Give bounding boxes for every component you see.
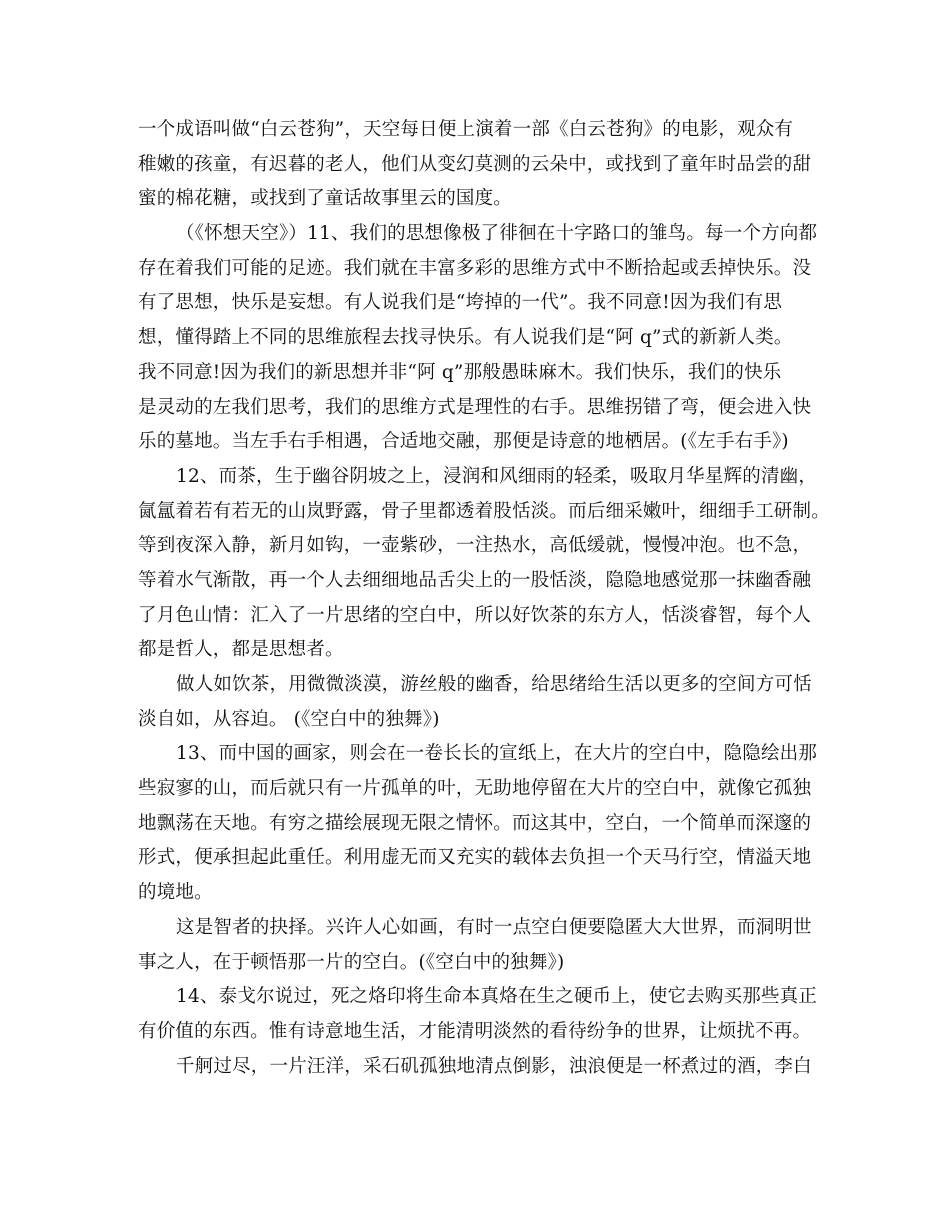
text-line: 有价值的东西。惟有诗意地生活，才能清明淡然的看待纷争的世界，让烦扰不再。 [138, 1020, 812, 1042]
text-line: 是灵动的左我们思考，我们的思维方式是理性的右手。思维拐错了弯，便会进入快 [138, 396, 812, 418]
text-line: 事之人，在于顿悟那一片的空白。(《空白中的独舞》) [138, 951, 565, 973]
text-line: 等着水气渐散，再一个人去细细地品舌尖上的一股恬淡，隐隐地感觉那一抹幽香融 [138, 569, 812, 591]
text-line: 13、而中国的画家，则会在一卷长长的宣纸上，在大片的空白中，隐隐绘出那 [176, 743, 818, 765]
text-line: 淡自如，从容迫。 (《空白中的独舞》) [138, 708, 440, 730]
text-line: 蜜的棉花糖，或找到了童话故事里云的国度。 [138, 188, 513, 210]
text-line: （《怀想天空》）11、我们的思想像极了徘徊在十字路口的雏鸟。每一个方向都 [176, 223, 818, 245]
text-line: 一个成语叫做“白云苍狗”，天空每日便上演着一部《白云苍狗》的电影，观众有 [138, 119, 794, 140]
text-line: 都是哲人，都是思想者。 [138, 639, 344, 661]
document-body [138, 113, 838, 1084]
text-line: 的境地。 [138, 882, 213, 904]
text-line: 做人如饮茶，用微微淡漠，游丝般的幽香，给思绪给生活以更多的空间方可恬 [176, 674, 812, 695]
text-line: 12、而茶，生于幽谷阴坡之上，浸润和风细雨的轻柔，吸取月华星辉的清幽， [176, 465, 818, 487]
text-line: 14、泰戈尔说过，死之烙印将生命本真烙在生之硬币上，使它去购买那些真正 [176, 986, 818, 1008]
text-line: 些寂寥的山，而后就只有一片孤单的叶，无助地停留在大片的空白中，就像它孤独 [138, 778, 812, 800]
text-line: 地飘荡在天地。有穷之描绘展现无限之情怀。而这其中，空白，一个简单而深邃的 [138, 812, 812, 834]
text-line: 想，懂得踏上不同的思维旅程去找寻快乐。有人说我们是“阿 q”式的新新人类。 [138, 327, 793, 349]
text-line: 等到夜深入静，新月如钩，一壶紫砂，一注热水，高低缓就，慢慢冲泡。也不急， [138, 535, 812, 557]
text-line: 形式，便承担起此重任。利用虚无而又充实的载体去负担一个天马行空，情溢天地 [138, 847, 812, 869]
text-line: 乐的墓地。当左手右手相遇，合适地交融，那便是诗意的地栖居。(《左手右手》) [138, 431, 789, 453]
text-line: 了月色山情：汇入了一片思绪的空白中，所以好饮茶的东方人，恬淡睿智，每个人 [138, 604, 812, 626]
text-line: 千舸过尽，一片汪洋，采石矶孤独地清点倒影，浊浪便是一杯煮过的酒，李白 [176, 1055, 812, 1077]
text-line: 氤氲着若有若无的山岚野露，骨子里都透着股恬淡。而后细采嫩叶，细细手工研制。 [138, 500, 830, 522]
text-line: 有了思想，快乐是妄想。有人说我们是“垮掉的一代”。我不同意!因为我们有思 [138, 292, 783, 314]
text-line: 存在着我们可能的足迹。我们就在丰富多彩的思维方式中不断拾起或丢掉快乐。没 [138, 257, 812, 279]
text-line: 这是智者的抉择。兴许人心如画，有时一点空白便要隐匿大大世界，而洞明世 [176, 916, 812, 938]
text-line: 我不同意!因为我们的新思想并非“阿 q”那般愚昧麻木。我们快乐，我们的快乐 [138, 361, 782, 383]
text-line: 稚嫩的孩童，有迟暮的老人，他们从变幻莫测的云朵中，或找到了童年时品尝的甜 [138, 153, 812, 175]
